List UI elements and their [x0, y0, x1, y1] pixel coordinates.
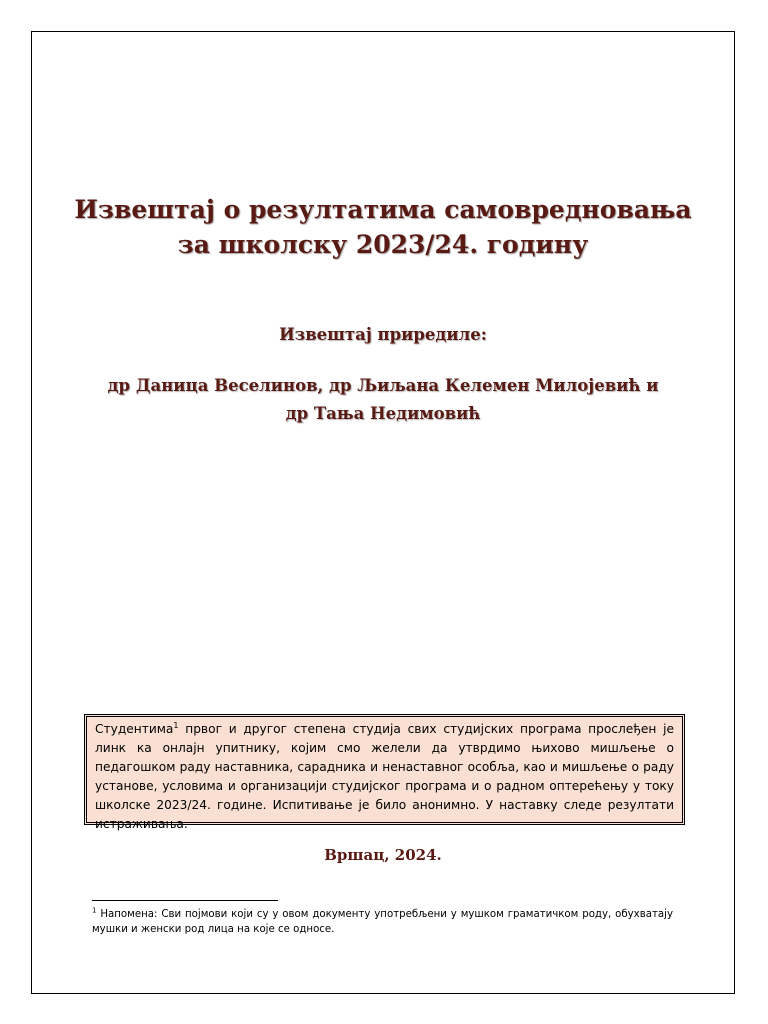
footnote-text: Напомена: Сви појмови који су у овом документу употребљени у мушком граматичком роду, обухватају мушки и женски род лица на које се односе.: [92, 909, 673, 935]
footnote-mark: 1: [92, 906, 97, 915]
info-box-text: првог и другог степена студија свих студијских програма прослеђен је линк ка онлајн упитнику, којим смо желели да утврдимо њихово мишљење о педагошком раду наставника, сарадника и ненаставног особља, као и мишљење о раду установе, условима и организацији студијског програма и о радном оптерећењу у току школске 2023/24. године. Испитивање је било анонимно. У наставку следе резултати истраживања.: [95, 722, 674, 831]
info-box-lead-word: Студентима: [95, 722, 174, 736]
survey-info-box: [84, 714, 685, 831]
prepared-by-heading: Извештај приредиле:: [279, 325, 487, 344]
report-title-line-2: за школску 2023/24. годину: [177, 230, 589, 259]
report-title-line-1: Извештај о резултатима самовредновања: [74, 195, 692, 224]
footnote: [92, 907, 673, 937]
footnote-reference[interactable]: 1: [173, 720, 179, 730]
footnote-separator: [92, 900, 278, 901]
authors-line-1: др Даница Веселинов, др Љиљана Келемен Милојевић и: [107, 376, 659, 395]
authors-line-2: др Тања Недимовић: [285, 404, 481, 423]
authors: [31, 372, 735, 428]
place-and-date: Вршац, 2024.: [324, 846, 442, 864]
report-title: [31, 192, 735, 262]
